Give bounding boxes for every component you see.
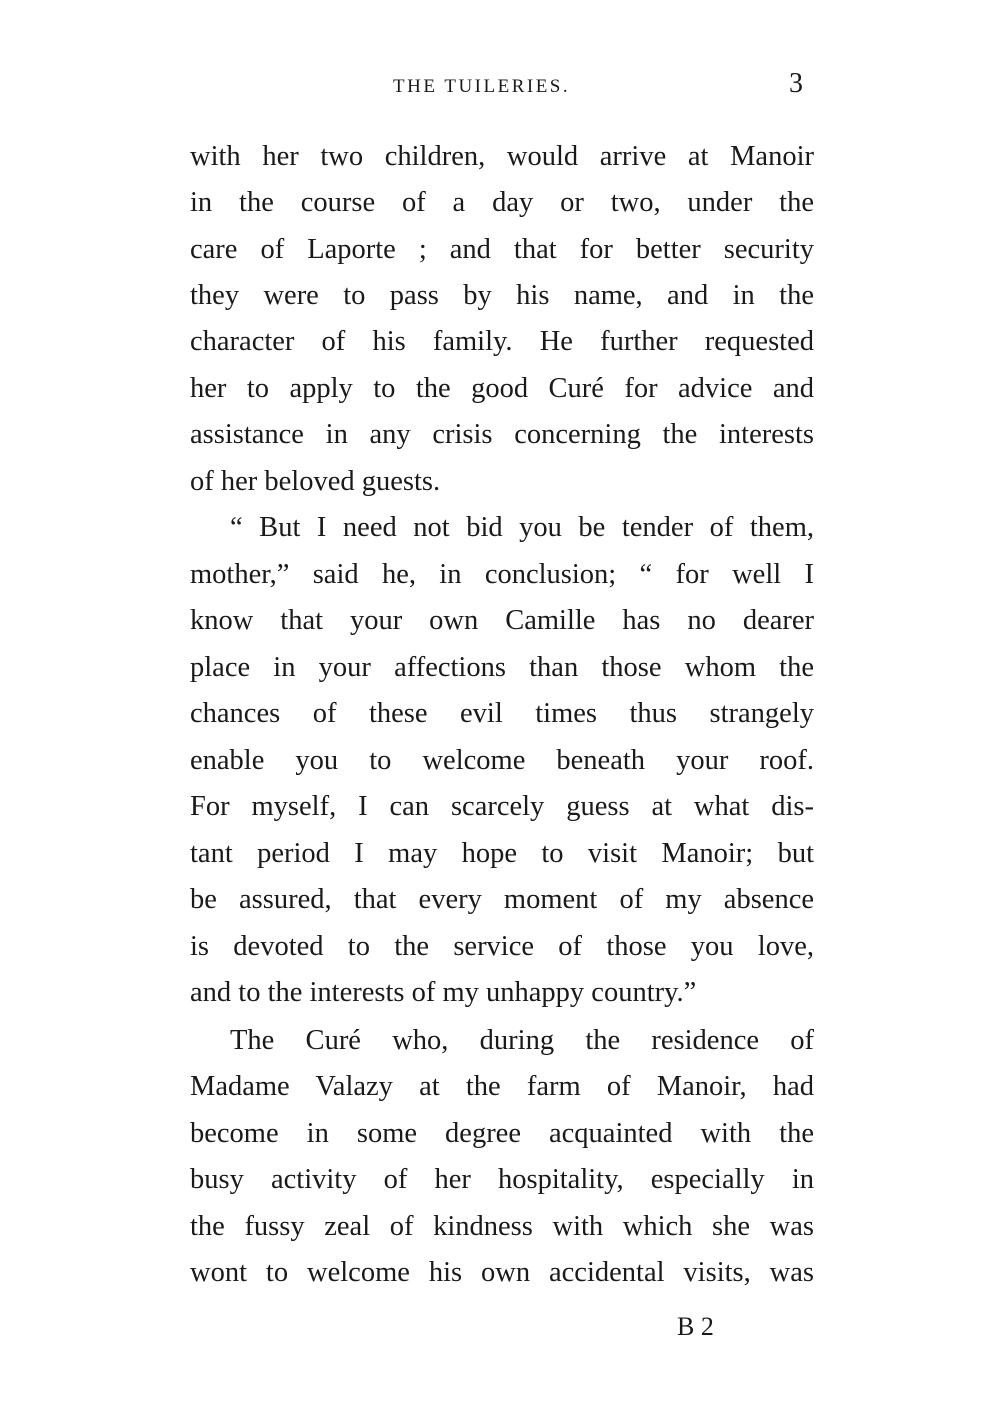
body-line: know that your own Camille has no dearer: [190, 605, 814, 636]
body-line: is devoted to the service of those you love,: [190, 931, 814, 962]
body-line: chances of these evil times thus strangely: [190, 698, 814, 729]
body-line: The Curé who, during the residence of: [230, 1025, 814, 1056]
body-line: they were to pass by his name, and in the: [190, 280, 814, 311]
body-line: wont to welcome his own accidental visits, was: [190, 1257, 814, 1288]
page-number: 3: [789, 68, 803, 99]
running-title: THE TUILERIES.: [393, 76, 571, 97]
body-line: become in some degree acquainted with the: [190, 1118, 814, 1149]
body-line: place in your affections than those whom the: [190, 652, 814, 683]
body-line: For myself, I can scarcely guess at what dis-: [190, 791, 814, 822]
body-line: character of his family. He further requested: [190, 326, 814, 357]
body-line: and to the interests of my unhappy country.”: [190, 977, 697, 1008]
body-line: tant period I may hope to visit Manoir; but: [190, 838, 814, 869]
body-line: with her two children, would arrive at Manoir: [190, 141, 814, 172]
body-line: Madame Valazy at the farm of Manoir, had: [190, 1071, 814, 1102]
body-line: the fussy zeal of kindness with which she was: [190, 1211, 814, 1242]
body-line: her to apply to the good Curé for advice and: [190, 373, 814, 404]
body-line: enable you to welcome beneath your roof.: [190, 745, 814, 776]
body-line: care of Laporte ; and that for better security: [190, 234, 814, 265]
body-line: “ But I need not bid you be tender of them,: [230, 512, 814, 543]
body-line: of her beloved guests.: [190, 466, 441, 497]
body-line: busy activity of her hospitality, especially in: [190, 1164, 814, 1195]
body-line: mother,” said he, in conclusion; “ for well I: [190, 559, 814, 590]
signature-mark: B 2: [677, 1312, 714, 1341]
body-line: assistance in any crisis concerning the interests: [190, 419, 814, 450]
body-line: be assured, that every moment of my absence: [190, 884, 814, 915]
body-line: in the course of a day or two, under the: [190, 187, 814, 218]
